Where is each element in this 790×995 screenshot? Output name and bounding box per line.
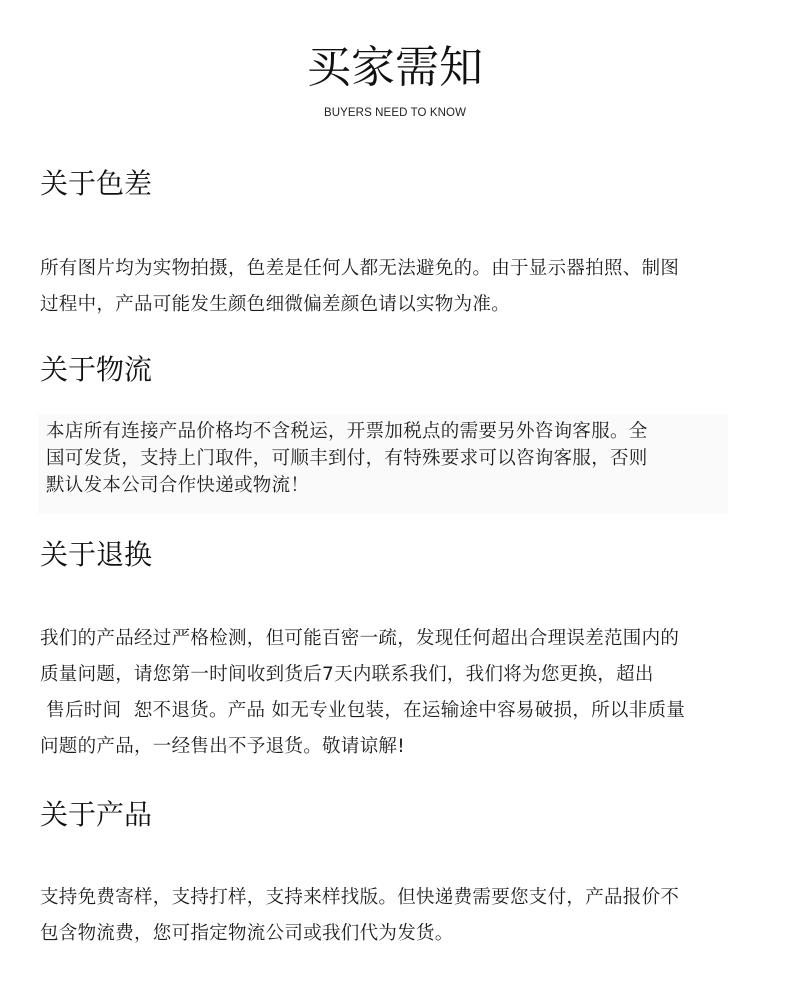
text-line: 默认发本公司合作快递或物流！ [46,475,310,496]
text-line: 质量问题，请您第一时间收到货后7天内联系我们，我们将为您更换，超出 [40,664,654,685]
text-line: 包含物流费，您可指定物流公司或我们代为发货。 [40,923,454,944]
text-line: 我们的产品经过严格检测，但可能百密一疏，发现任何超出合理误差范围内的 [40,628,680,649]
text-line: 过程中，产品可能发生颜色细微偏差颜色请以实物为准。 [40,294,511,315]
text-line: 国可发货，支持上门取件，可顺丰到付，有特殊要求可以咨询客服，否则 [46,448,648,469]
section-heading-returns [40,537,152,573]
section-heading-logistics [40,352,152,388]
section-heading-products [40,797,152,833]
section-heading-highlight [96,352,152,388]
section-heading-highlight-text: 退换 [96,538,153,571]
text-line: 所有图片均为实物拍摄，色差是任何人都无法避免的。由于显示器拍照、制图 [40,258,680,279]
section-heading-highlight [96,537,152,573]
section-heading-highlight-text: 色差 [96,167,153,200]
section-body-logistics [38,414,728,514]
section-body-products [40,880,730,952]
section-heading-prefix: 关于 [40,167,97,200]
text-line: 支持免费寄样，支持打样，支持来样找版。但快递费需要您支付，产品报价不 [40,887,680,908]
text-line: 售后时间 恕不退货。产品 如无专业包装，在运输途中容易破损，所以非质量 [40,700,686,721]
text-line: 本店所有连接产品价格均不含税运，开票加税点的需要另外咨询客服。全 [46,421,648,442]
section-body-color-difference [40,251,730,323]
section-heading-prefix: 关于 [40,538,97,571]
page-subtitle: BUYERS NEED TO KNOW [323,107,467,119]
section-heading-highlight-text: 产品 [96,798,153,831]
section-heading-highlight [96,166,152,202]
section-heading-color-difference [40,166,152,202]
section-heading-highlight-text: 物流 [96,353,153,386]
section-body-returns [40,621,730,765]
section-heading-highlight [96,797,152,833]
section-heading-prefix: 关于 [40,798,97,831]
section-heading-prefix: 关于 [40,353,97,386]
page-title: 买家需知 [307,42,483,93]
text-line: 问题的产品，一经售出不予退货。敬请谅解! [40,736,405,757]
